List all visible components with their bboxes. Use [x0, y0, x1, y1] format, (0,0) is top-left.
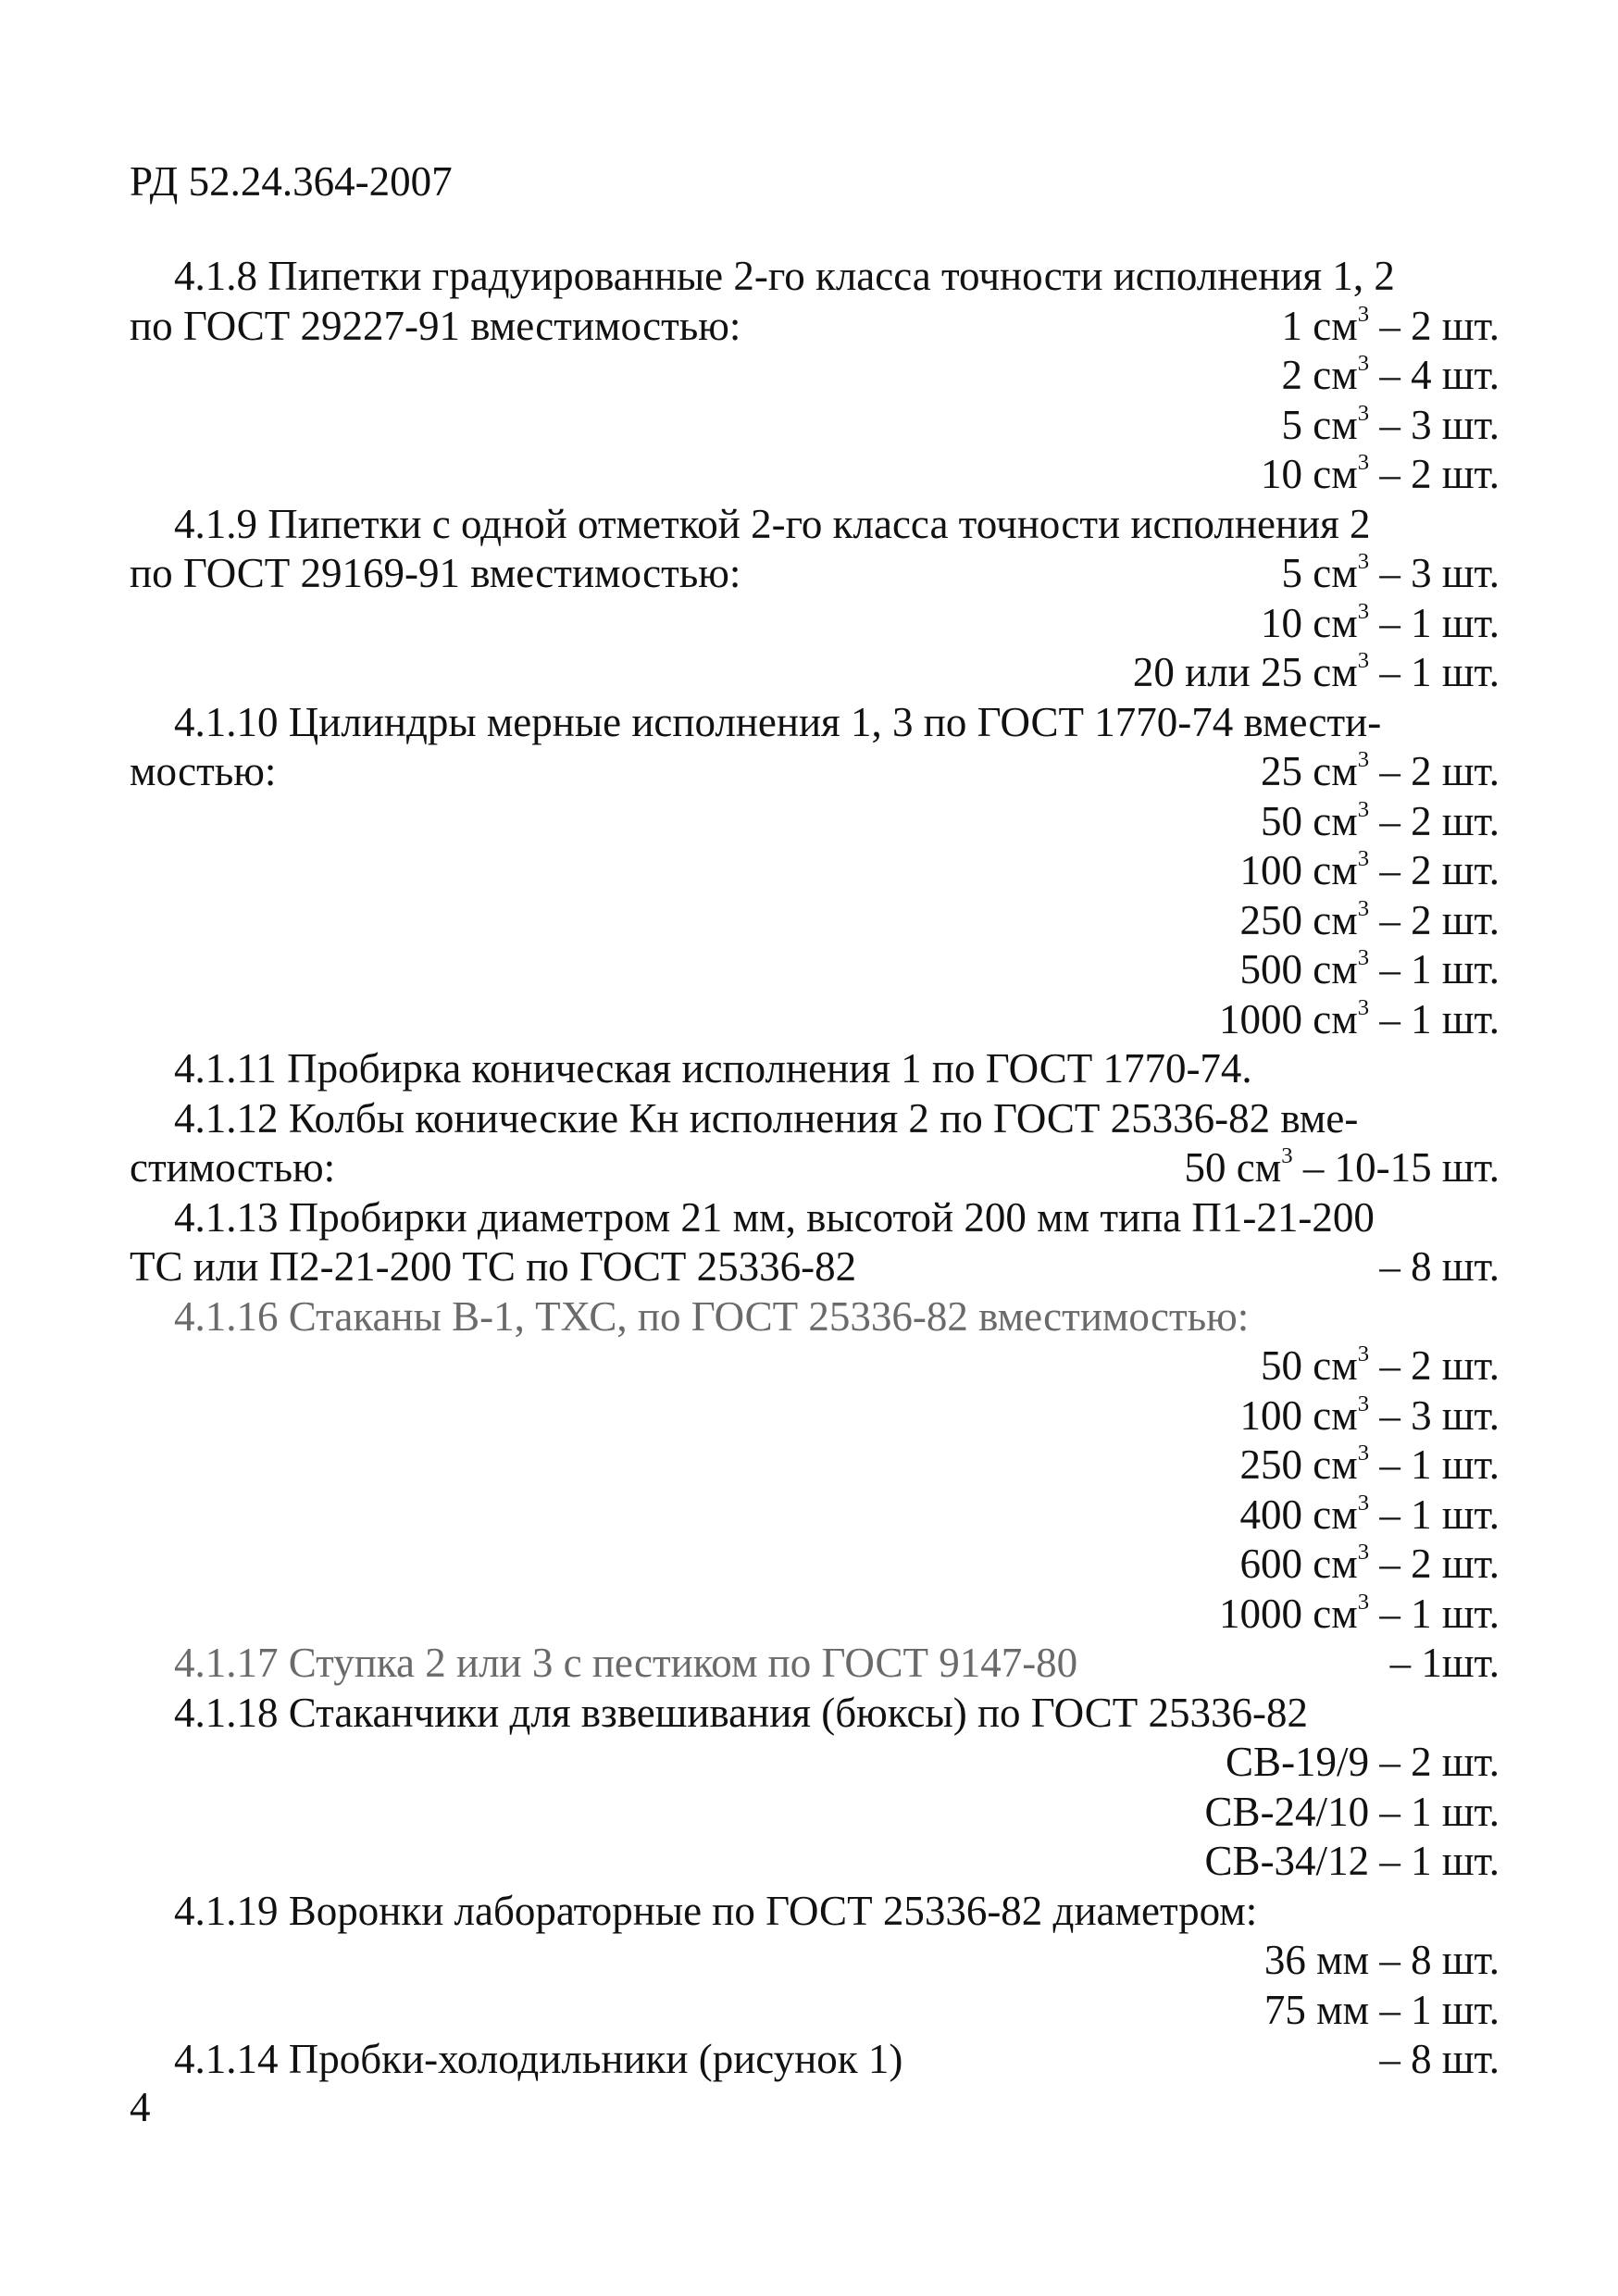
item-4-1-14	[130, 2035, 1500, 2085]
item-intro: 4.1.10 Цилиндры мерные исполнения 1, 3 по ГОСТ 1770-74 вмести-	[174, 698, 1382, 745]
quantity-row: 5 $см^3 - 3$ шт.	[1281, 400, 1500, 448]
quantity-row: 250 $см^3 - 1$ шт.	[1239, 1441, 1500, 1488]
superscript-3: 3	[1357, 1391, 1370, 1416]
item-line-text: 4.1.17 Ступка 2 или 3 с пестиком по ГОСТ 9147-80	[174, 1640, 1078, 1686]
superscript-3: 3	[1357, 1341, 1370, 1366]
item-line-text: по ГОСТ 29169-91 вместимостью:	[130, 550, 741, 596]
quantity-row: 2 $см^3 - 4$ шт.	[1281, 351, 1500, 398]
superscript-3: 3	[1357, 945, 1370, 970]
quantity-row: 600 $см^3 - 2$ шт.	[1239, 1540, 1500, 1587]
superscript-3: 3	[1357, 1540, 1370, 1565]
quantity-row: 50 $см^3 - 2$ шт.	[1260, 796, 1500, 844]
item-4-1-19	[130, 1887, 1500, 2036]
item-line	[130, 302, 1500, 352]
item-4-1-10	[130, 698, 1500, 1045]
quantity-row: 10 $см^3 - 1$ шт.	[1260, 598, 1500, 646]
superscript-3: 3	[1357, 351, 1370, 376]
superscript-3: 3	[1357, 747, 1370, 772]
superscript-3: 3	[1357, 796, 1370, 822]
item-line	[130, 2035, 1500, 2085]
superscript-3: 3	[1357, 400, 1370, 426]
item-intro: 4.1.19 Воронки лабораторные по ГОСТ 25336-82 диаметром:	[174, 1887, 1258, 1934]
quantity: 25 $см^3 - 2$ шт.	[1260, 747, 1500, 794]
quantity: – 8 шт.	[1379, 2036, 1500, 2082]
quantity-row: СВ-24/10 – 1 шт.	[1204, 1788, 1500, 1835]
quantity-row: СВ-19/9 – 2 шт.	[1226, 1739, 1500, 1785]
item-line-text: 4.1.14 Пробки-холодильники (рисунок 1)	[174, 2036, 903, 2082]
item-line-text: стимостью:	[130, 1144, 336, 1191]
item-line	[130, 1143, 1500, 1193]
superscript-3: 3	[1357, 1441, 1370, 1466]
quantity-row: 250 $см^3 - 2$ шт.	[1239, 895, 1500, 943]
quantity-row: 1000 $см^3 - 1$ шт.	[1218, 994, 1500, 1042]
quantity: – 1шт.	[1389, 1640, 1500, 1686]
item-text: 4.1.11 Пробирка коническая исполнения 1 по ГОСТ 1770-74.	[174, 1045, 1252, 1092]
item-4-1-11	[130, 1044, 1500, 1094]
quantity: – 8 шт.	[1379, 1243, 1500, 1290]
item-4-1-18	[130, 1689, 1500, 1887]
superscript-3: 3	[1357, 549, 1370, 574]
quantity-row: 75 мм – 1 шт.	[1263, 1986, 1500, 2033]
superscript-3: 3	[1357, 1589, 1370, 1615]
item-intro: 4.1.12 Колбы конические Кн исполнения 2 по ГОСТ 25336-82 вме-	[174, 1094, 1359, 1142]
document-body	[130, 252, 1500, 2085]
item-line-text: ТС или П2-21-200 ТС по ГОСТ 25336-82	[130, 1243, 857, 1290]
quantity-row: 36 мм – 8 шт.	[1263, 1937, 1500, 1983]
item-intro: 4.1.18 Стаканчики для взвешивания (бюксы) по ГОСТ 25336-82	[174, 1689, 1308, 1736]
superscript-3: 3	[1357, 994, 1370, 1020]
item-intro: 4.1.13 Пробирки диаметром 21 мм, высотой 200 мм типа П1-21-200	[174, 1193, 1375, 1241]
quantity-row: 10 $см^3 - 2$ шт.	[1260, 450, 1500, 497]
superscript-3: 3	[1357, 895, 1370, 921]
item-4-1-9	[130, 500, 1500, 698]
item-intro: 4.1.9 Пипетки с одной отметкой 2-го класса точности исполнения 2	[174, 500, 1371, 547]
item-line-text: по ГОСТ 29227-91 вместимостью:	[130, 302, 741, 349]
item-intro: 4.1.8 Пипетки градуированные 2-го класса точности исполнения 1, 2	[174, 253, 1395, 299]
item-line	[130, 747, 1500, 797]
superscript-3: 3	[1357, 648, 1370, 673]
superscript-3: 3	[1357, 450, 1370, 475]
quantity-row: 500 $см^3 - 1$ шт.	[1239, 945, 1500, 992]
item-4-1-16	[130, 1292, 1500, 1640]
item-intro: 4.1.16 Стаканы В-1, ТХС, по ГОСТ 25336-82 вместимостью:	[174, 1292, 1250, 1340]
item-line	[130, 549, 1500, 599]
quantity-row: 100 $см^3 - 3$ шт.	[1239, 1391, 1500, 1439]
item-line	[130, 1639, 1500, 1689]
quantity-row: 1000 $см^3 - 1$ шт.	[1218, 1589, 1500, 1637]
quantity-row: 50 $см^3 - 2$ шт.	[1260, 1341, 1500, 1389]
quantity-row: 100 $см^3 - 2$ шт.	[1239, 846, 1500, 893]
superscript-3: 3	[1281, 1143, 1293, 1168]
item-4-1-13	[130, 1193, 1500, 1292]
quantity: 5 $см^3 - 3$ шт.	[1281, 549, 1500, 596]
item-4-1-12	[130, 1094, 1500, 1193]
item-line	[130, 1242, 1500, 1292]
superscript-3: 3	[1357, 1490, 1370, 1516]
item-line-text: мостью:	[130, 748, 277, 794]
superscript-3: 3	[1357, 846, 1370, 871]
item-4-1-17	[130, 1639, 1500, 1689]
document-header: РД 52.24.364-2007	[130, 158, 453, 205]
page-number: 4	[130, 2084, 151, 2130]
quantity-row: СВ-34/12 – 1 шт.	[1204, 1838, 1500, 1884]
quantity: 1 $см^3 - 2$ шт.	[1281, 301, 1500, 349]
quantity-row: 20 или 25 $см^3 - 1$ шт.	[1132, 648, 1500, 695]
quantity-row: 400 $см^3 - 1$ шт.	[1239, 1490, 1500, 1538]
superscript-3: 3	[1357, 598, 1370, 624]
item-4-1-8	[130, 252, 1500, 500]
superscript-3: 3	[1357, 301, 1370, 327]
quantity: 50 $см^3 - 10-15$ шт.	[1184, 1143, 1500, 1191]
